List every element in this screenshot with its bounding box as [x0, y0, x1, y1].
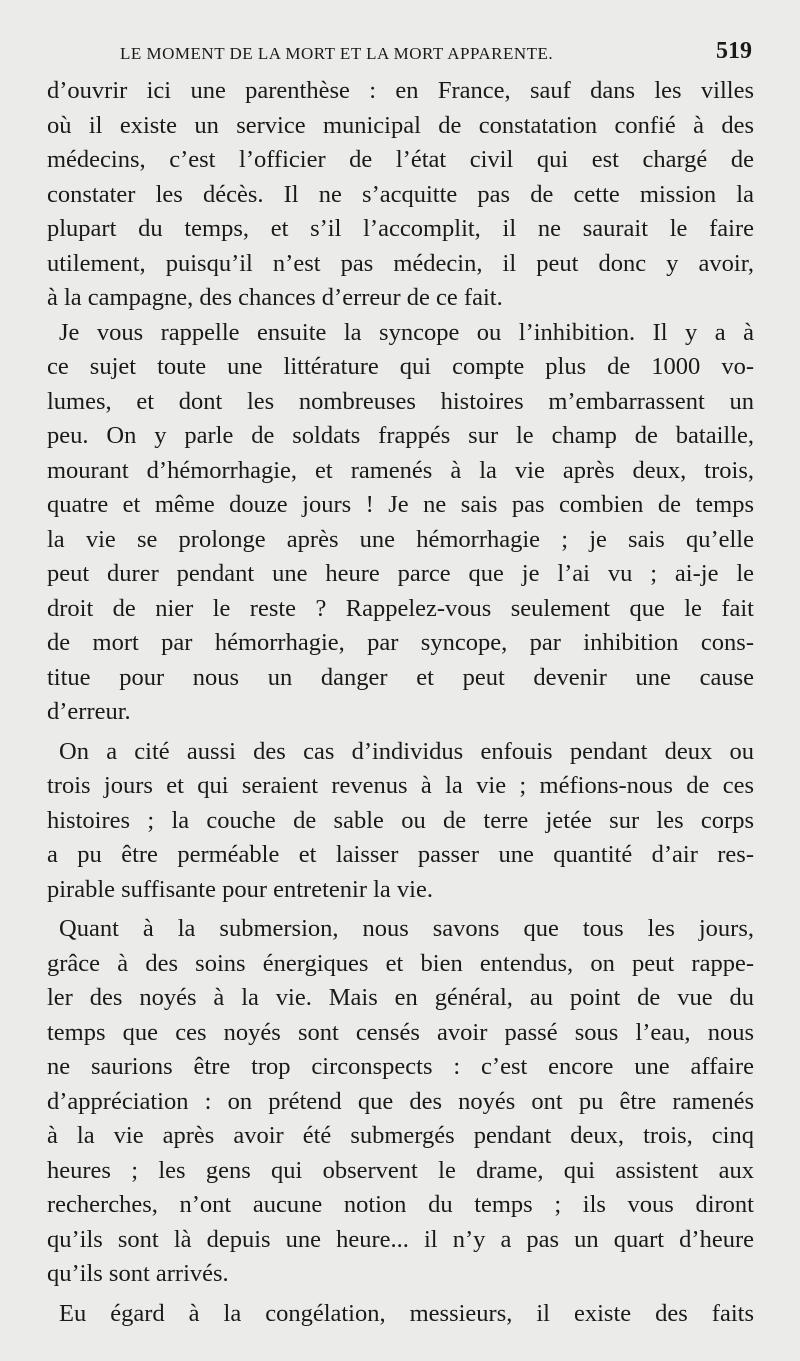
- text-line: histoires ; la couche de sable ou de terre jetée sur les corps: [47, 806, 754, 834]
- text-line: temps que ces noyés sont censés avoir passé sous l’eau, nous: [47, 1018, 754, 1046]
- text-line: ne saurions être trop circonspects : c’est encore une affaire: [47, 1053, 754, 1080]
- text-line: de mort par hémorrhagie, par syncope, par inhibition cons-: [47, 629, 754, 656]
- text-line: où il existe un service municipal de constatation confié à des: [47, 111, 754, 139]
- text-line: lumes, et dont les nombreuses histoires m’embarrassent un: [47, 387, 754, 415]
- text-line: utilement, puisqu’il n’est pas médecin, il peut donc y avoir,: [47, 249, 754, 277]
- text-line: ce sujet toute une littérature qui compte plus de 1000 vo-: [47, 353, 754, 380]
- text-line: trois jours et qui seraient revenus à la vie ; méfions-nous de ces: [47, 772, 754, 799]
- text-line: qu’ils sont là depuis une heure... il n’y a pas un quart d’heure: [47, 1225, 754, 1253]
- text-line: quatre et même douze jours ! Je ne sais pas combien de temps: [47, 491, 754, 518]
- text-line: la vie se prolonge après une hémorrhagie ; je sais qu’elle: [47, 525, 754, 553]
- page-number: 519: [716, 38, 752, 64]
- text-line: On a cité aussi des cas d’individus enfouis pendant deux ou: [59, 737, 754, 765]
- text-line: d’erreur.: [47, 698, 131, 725]
- running-head: LE MOMENT DE LA MORT ET LA MORT APPARENTE.: [120, 44, 554, 63]
- text-line: mourant d’hémorrhagie, et ramenés à la vie après deux, trois,: [47, 456, 754, 484]
- text-line: plupart du temps, et s’il l’accomplit, il ne saurait le faire: [47, 215, 754, 242]
- text-line: médecins, c’est l’officier de l’état civil qui est chargé de: [47, 146, 754, 173]
- text-line: grâce à des soins énergiques et bien entendus, on peut rappe-: [47, 949, 754, 977]
- text-line: pirable suffisante pour entretenir la vie.: [47, 875, 433, 903]
- text-line: ler des noyés à la vie. Mais en général, au point de vue du: [47, 984, 754, 1011]
- text-line: Je vous rappelle ensuite la syncope ou l’inhibition. Il y a à: [59, 318, 754, 346]
- text-line: d’ouvrir ici une parenthèse : en France, sauf dans les villes: [47, 77, 754, 104]
- text-line: Quant à la submersion, nous savons que tous les jours,: [59, 915, 754, 942]
- text-line: peu. On y parle de soldats frappés sur le champ de bataille,: [47, 422, 754, 449]
- text-line: recherches, n’ont aucune notion du temps ; ils vous diront: [47, 1191, 754, 1218]
- page-header: [120, 38, 760, 68]
- text-line: d’appréciation : on prétend que des noyés ont pu être ramenés: [47, 1087, 754, 1115]
- body-text: [47, 74, 754, 1331]
- text-line: Eu égard à la congélation, messieurs, il existe des faits: [59, 1299, 754, 1327]
- text-line: à la campagne, des chances d’erreur de ce fait.: [47, 284, 503, 311]
- text-line: droit de nier le reste ? Rappelez-vous seulement que le fait: [47, 594, 754, 622]
- text-line: qu’ils sont arrivés.: [47, 1260, 229, 1287]
- text-line: titue pour nous un danger et peut devenir une cause: [47, 663, 754, 691]
- text-line: a pu être perméable et laisser passer une quantité d’air res-: [47, 841, 754, 868]
- text-line: constater les décès. Il ne s’acquitte pas de cette mission la: [47, 180, 754, 208]
- text-line: à la vie après avoir été submergés pendant deux, trois, cinq: [47, 1122, 754, 1149]
- text-line: peut durer pendant une heure parce que je l’ai vu ; ai-je le: [47, 560, 754, 587]
- text-line: heures ; les gens qui observent le drame, qui assistent aux: [47, 1156, 754, 1184]
